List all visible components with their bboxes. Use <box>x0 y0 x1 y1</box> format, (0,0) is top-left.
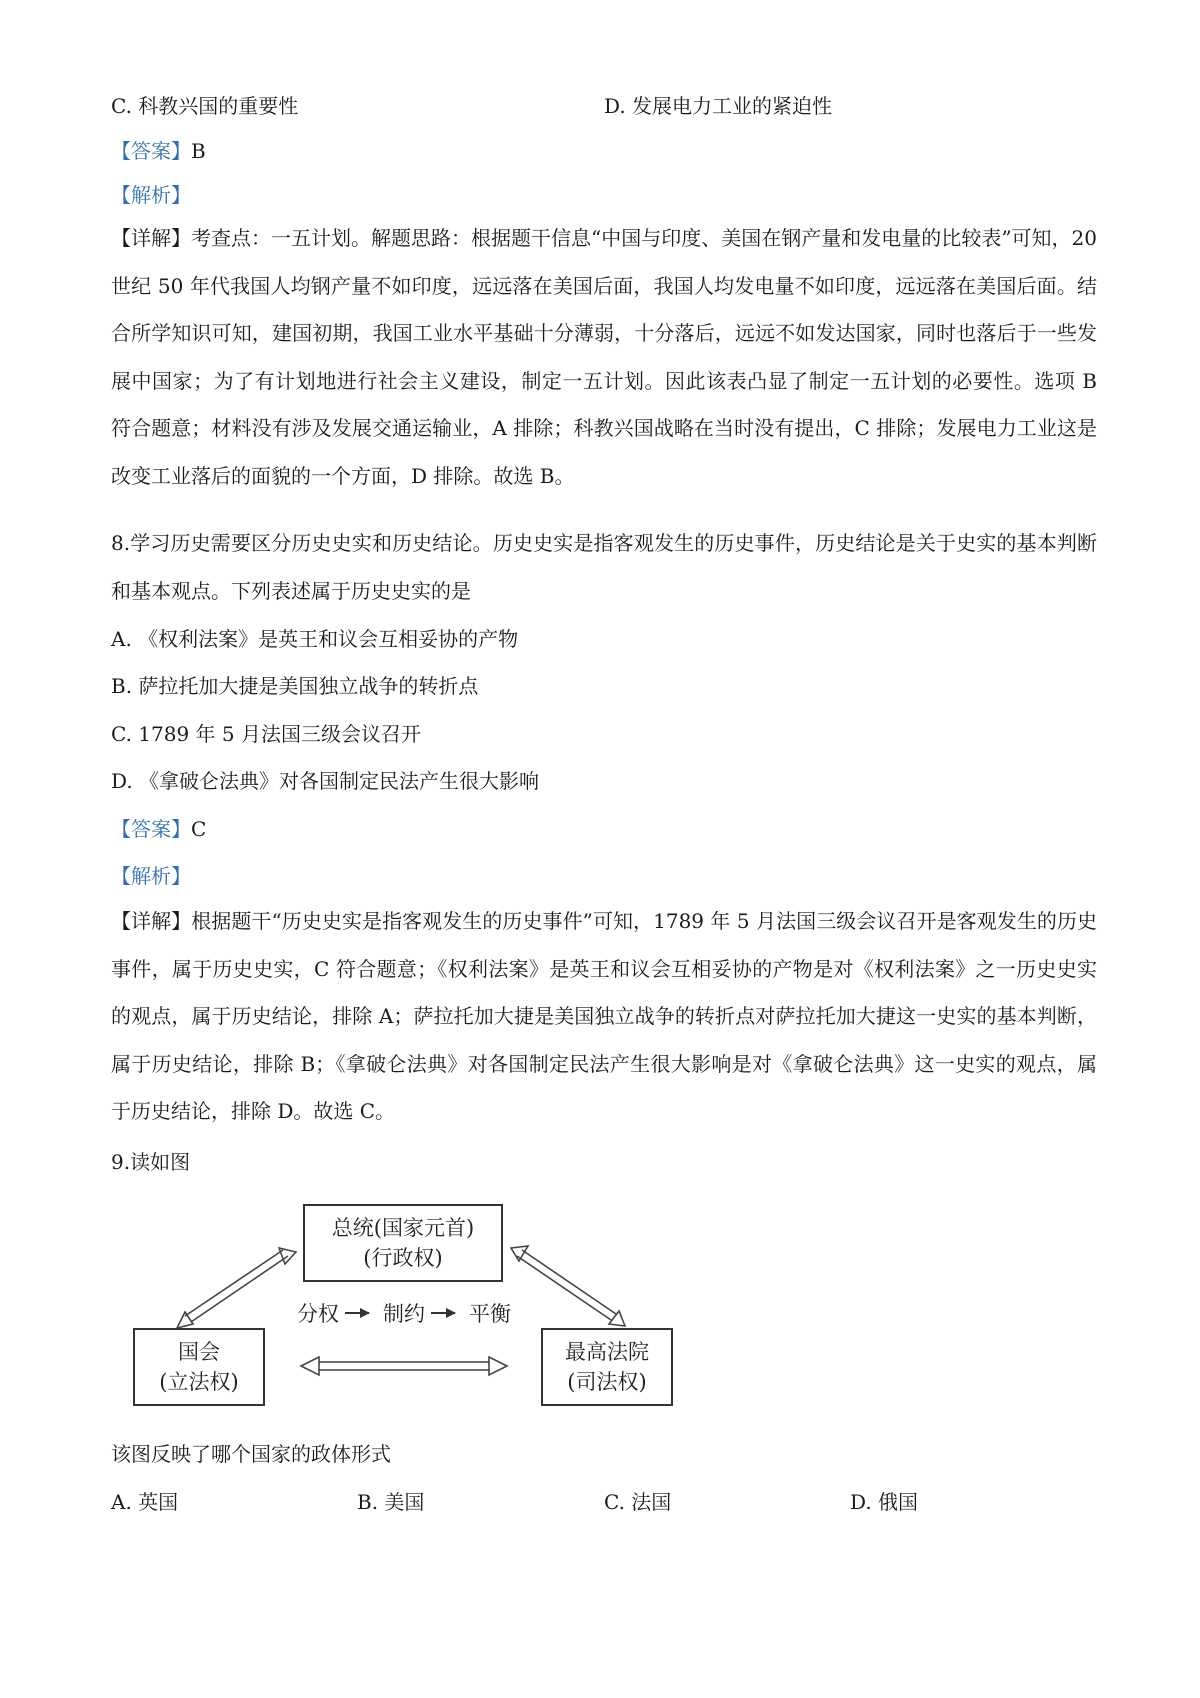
president-box <box>303 1204 503 1282</box>
q7-analysis-tag: 【解析】 <box>111 183 191 207</box>
supreme-court-box <box>541 1328 673 1406</box>
president-power: (行政权) <box>363 1246 443 1270</box>
q8-answer <box>111 815 206 843</box>
congress-power: (立法权) <box>159 1370 239 1394</box>
president-title: 总统(国家元首) <box>331 1216 475 1240</box>
answer-tag: 【答案】 <box>111 139 191 163</box>
arrow-left-right <box>301 1357 507 1375</box>
q8-option-b: B. 萨拉托加大捷是美国独立战争的转折点 <box>111 674 479 698</box>
center-label-checks: 制约 <box>383 1302 425 1326</box>
court-power: (司法权) <box>567 1370 647 1394</box>
congress-title: 国会 <box>178 1340 220 1364</box>
answer-value: C <box>191 817 207 841</box>
q8-stem: 8.学习历史需要区分历史史实和历史结论。历史史实是指客观发生的历史事件，历史结论是关于史实的基本判断和基本观点。下列表述属于历史史实的是 <box>111 531 1097 603</box>
arrow-top-left <box>177 1248 296 1328</box>
q9-option-d: D. 俄国 <box>850 1490 919 1514</box>
q7-option-c: C. 科教兴国的重要性 <box>111 94 299 118</box>
court-title: 最高法院 <box>565 1340 649 1364</box>
q8-option-a: A. 《权利法案》是英王和议会互相妥协的产物 <box>111 627 519 651</box>
separation-of-powers-diagram <box>133 1200 673 1422</box>
congress-box <box>133 1328 265 1406</box>
q7-detail <box>111 215 1097 500</box>
arrow-top-right <box>511 1246 625 1326</box>
answer-value: B <box>191 139 206 163</box>
q8-option-c: C. 1789 年 5 月法国三级会议召开 <box>111 722 421 746</box>
q7-option-d: D. 发展电力工业的紧迫性 <box>604 94 833 118</box>
detail-tag: 【详解】 <box>111 226 192 250</box>
q8-analysis-tag: 【解析】 <box>111 864 191 888</box>
answer-tag: 【答案】 <box>111 817 191 841</box>
q9-option-b: B. 美国 <box>357 1490 425 1514</box>
q9-stem: 9.读如图 <box>111 1150 191 1174</box>
center-label-balance: 平衡 <box>469 1302 511 1326</box>
q9-option-a: A. 英国 <box>111 1490 179 1514</box>
q9-option-c: C. 法国 <box>604 1490 672 1514</box>
q8-detail <box>111 898 1097 1136</box>
q8-option-d: D. 《拿破仑法典》对各国制定民法产生很大影响 <box>111 769 540 793</box>
q9-question: 该图反映了哪个国家的政体形式 <box>111 1442 391 1466</box>
detail-text: 考查点：一五计划。解题思路：根据题干信息“中国与印度、美国在钢产量和发电量的比较表”可知，20 世纪 50 年代我国人均钢产量不如印度，远远落在美国后面，我国人均发电量不如印度，远远落在美国后面。结合所学知识可知，建国初期，我国工业水平基础十分薄弱，十分落后，远远不如发达国家，同时也落后于一些发展中国家；为了有计划地进行社会主义建设，制定一五计划。因此该表凸显了制定一五计划的必要性。选项 B 符合题意；材料没有涉及发展交通运输业，A 排除；科教兴国战略在当时没有提出，C 排除；发展电力工业这是改变工业落后的面貌的一个方面，D 排除。故选 B。 <box>111 226 1097 488</box>
detail-text: 根据题干“历史史实是指客观发生的历史事件”可知，1789 年 5 月法国三级会议召开是客观发生的历史事件，属于历史史实，C 符合题意；《权利法案》是英王和议会互相妥协的产物是对《权利法案》之一历史史实的观点，属于历史结论，排除 A；萨拉托加大捷是美国独立战争的转折点对萨拉托加大捷这一史实的基本判断，属于历史结论，排除 B；《拿破仑法典》对各国制定民法产生很大影响是对《拿破仑法典》这一史实的观点，属于历史结论，排除 D。故选 C。 <box>111 909 1098 1123</box>
detail-tag: 【详解】 <box>111 909 192 933</box>
q7-answer <box>111 137 206 165</box>
center-label-separation: 分权 <box>297 1302 339 1326</box>
